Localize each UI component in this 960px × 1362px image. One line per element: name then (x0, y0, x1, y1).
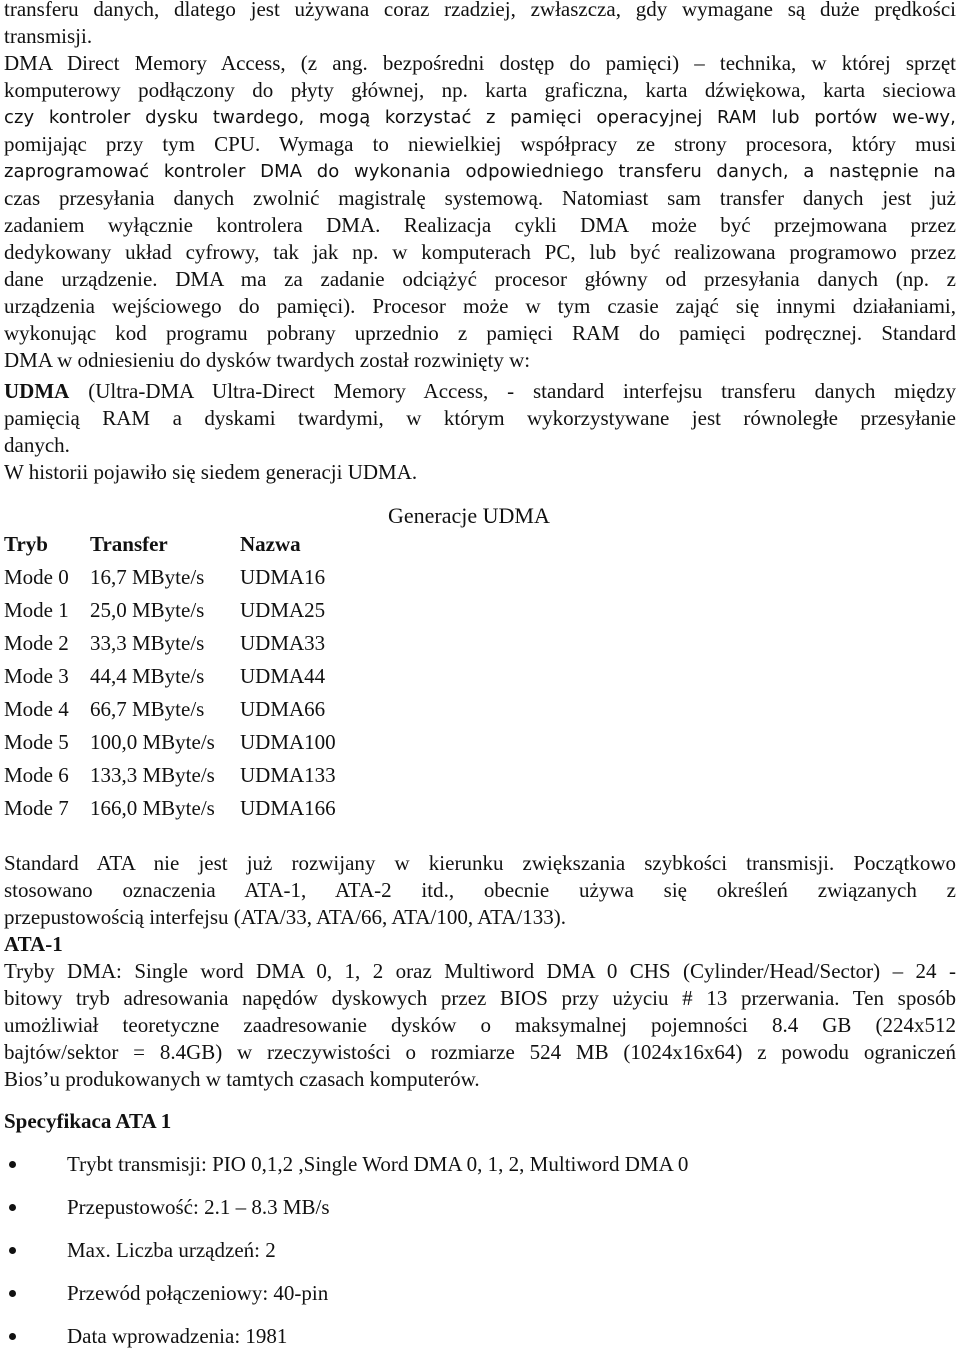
table-cell: UDMA100 (240, 730, 336, 754)
ata1-section (4, 931, 956, 1093)
bullet-icon (9, 1204, 16, 1211)
udma-term: UDMA (4, 379, 70, 403)
table-cell: Mode 6 (4, 763, 69, 787)
udma-table (4, 528, 342, 825)
udma-line-text: (Ultra-DMA Ultra-Direct Memory Access, - standard interfejsu transferu danych między (69, 379, 956, 403)
table-header-row (4, 528, 342, 561)
table-cell: 166,0 MByte/s (90, 796, 215, 820)
table-caption: Generacje UDMA (388, 503, 550, 528)
text-line: bajtów/sektor = 8.4GB) w rzeczywistości o rozmiarze 524 MB (1024x16x64) z powodu ograniczeń (4, 1040, 956, 1064)
table-cell: UDMA44 (240, 664, 326, 688)
table-cell: Mode 4 (4, 697, 69, 721)
table-cell: Mode 5 (4, 730, 69, 754)
ata1-heading: ATA-1 (4, 932, 63, 956)
text-line: DMA w odniesieniu do dysków twardych został rozwinięty w: (4, 348, 531, 372)
bullet-icon (9, 1161, 16, 1168)
intro-paragraph (4, 0, 956, 50)
bullet-icon (9, 1290, 16, 1297)
list-item (4, 1276, 688, 1319)
table-row (4, 660, 342, 693)
text-line: wykonując kod programu pobrany uprzednio z pamięci RAM do pamięci podręcznej. Standard (4, 321, 956, 345)
text-line: transmisji. (4, 24, 93, 48)
table-cell: 133,3 MByte/s (90, 763, 215, 787)
text-line: czas przesyłania danych zwolnić magistralę systemową. Natomiast sam transfer danych jest już (4, 186, 956, 210)
list-item-text: Przepustowość: 2.1 – 8.3 MB/s (67, 1195, 330, 1219)
table-cell: UDMA16 (240, 565, 326, 589)
table-row (4, 693, 342, 726)
text-line: zaprogramować kontroler DMA do wykonania odpowiedniego transferu danych, a następnie na (4, 161, 956, 182)
text-line: zadaniem wyłącznie kontrolera DMA. Realizacja cykli DMA może być przejmowana przez (4, 213, 956, 237)
table-row (4, 759, 342, 792)
text-line: transferu danych, dlatego jest używana coraz rzadziej, zwłaszcza, gdy wymagane są duże prędkości (4, 0, 956, 21)
text-line: umożliwiał teoretyczne zaadresowanie dysków o maksymalnej pojemności 8.4 GB (224x512 (4, 1013, 956, 1037)
ata-paragraph (4, 850, 956, 931)
spec-section (4, 1108, 956, 1135)
table-row (4, 726, 342, 759)
dma-paragraph (4, 50, 956, 374)
list-item-text: Max. Liczba urządzeń: 2 (67, 1238, 276, 1262)
list-item-text: Trybt transmisji: PIO 0,1,2 ,Single Word DMA 0, 1, 2, Multiword DMA 0 (67, 1152, 689, 1176)
table-cell: 100,0 MByte/s (90, 730, 215, 754)
text-line: Standard ATA nie jest już rozwijany w kierunku zwiększania szybkości transmisji. Początkowo (4, 851, 956, 875)
column-header: Nazwa (240, 532, 301, 556)
text-line: pomijając przy tym CPU. Wymaga to niewielkiej współpracy ze strony procesora, który musi (4, 132, 956, 156)
table-cell: 33,3 MByte/s (90, 631, 205, 655)
table-row (4, 792, 342, 825)
table-cell: 66,7 MByte/s (90, 697, 205, 721)
table-cell: 16,7 MByte/s (90, 565, 205, 589)
text-line: danych. (4, 433, 70, 457)
text-line: DMA Direct Memory Access, (z ang. bezpośredni dostęp do pamięci) – technika, w której sprzęt (4, 51, 956, 75)
table-cell: Mode 0 (4, 565, 69, 589)
table-cell: 44,4 MByte/s (90, 664, 205, 688)
column-header: Transfer (90, 532, 168, 556)
bullet-icon (9, 1247, 16, 1254)
table-cell: 25,0 MByte/s (90, 598, 205, 622)
table-cell: Mode 1 (4, 598, 69, 622)
bullet-icon (9, 1333, 16, 1340)
list-item-text: Data wprowadzenia: 1981 (67, 1324, 288, 1348)
table-cell: UDMA133 (240, 763, 336, 787)
column-header: Tryb (4, 532, 48, 556)
table-cell: UDMA66 (240, 697, 326, 721)
table-cell: Mode 2 (4, 631, 69, 655)
text-line: przepustowością interfejsu (ATA/33, ATA/66, ATA/100, ATA/133). (4, 905, 566, 929)
list-item (4, 1319, 688, 1362)
text-line: dedykowany układ cyfrowy, tak jak np. w komputerach PC, lub być realizowana programowo przez (4, 240, 956, 264)
table-row (4, 627, 342, 660)
list-item-text: Przewód połączeniowy: 40-pin (67, 1281, 329, 1305)
list-item (4, 1147, 688, 1190)
udma-paragraph (4, 378, 956, 486)
table-cell: UDMA25 (240, 598, 326, 622)
table-cell: Mode 7 (4, 796, 69, 820)
text-line: Tryby DMA: Single word DMA 0, 1, 2 oraz Multiword DMA 0 CHS (Cylinder/Head/Sector) – 24 - (4, 959, 956, 983)
list-item (4, 1233, 688, 1276)
generations-note: W historii pojawiło się siedem generacji UDMA. (4, 460, 418, 484)
spec-heading: Specyfikaca ATA 1 (4, 1109, 172, 1133)
list-item (4, 1190, 688, 1233)
table-cell: UDMA166 (240, 796, 336, 820)
text-line: czy kontroler dysku twardego, mogą korzystać z pamięci operacyjnej RAM lub portów we-wy, (4, 107, 956, 128)
table-row (4, 561, 342, 594)
text-line: Bios’u produkowanych w tamtych czasach komputerów. (4, 1067, 480, 1091)
text-line: bitowy tryb adresowania napędów dyskowych przez BIOS przy użyciu # 13 przerwania. Ten sposób (4, 986, 956, 1010)
text-line: dane urządzenie. DMA ma za zadanie odciążyć procesor główny od przesyłania danych (np. z (4, 267, 956, 291)
text-line: stosowano oznaczenia ATA-1, ATA-2 itd., obecnie używa się określeń związanych z (4, 878, 956, 902)
text-line: urządzenia wejściowego do pamięci). Procesor może w tym czasie zająć się innymi działaniami, (4, 294, 956, 318)
table-cell: Mode 3 (4, 664, 69, 688)
table-row (4, 594, 342, 627)
spec-list (4, 1147, 688, 1362)
table-cell: UDMA33 (240, 631, 326, 655)
text-line (4, 378, 956, 405)
text-line: pamięcią RAM a dyskami twardymi, w którym wykorzystywane jest równoległe przesyłanie (4, 406, 956, 430)
text-line: komputerowy podłączony do płyty głównej, np. karta graficzna, karta dźwiękowa, karta sieciowa (4, 78, 956, 102)
